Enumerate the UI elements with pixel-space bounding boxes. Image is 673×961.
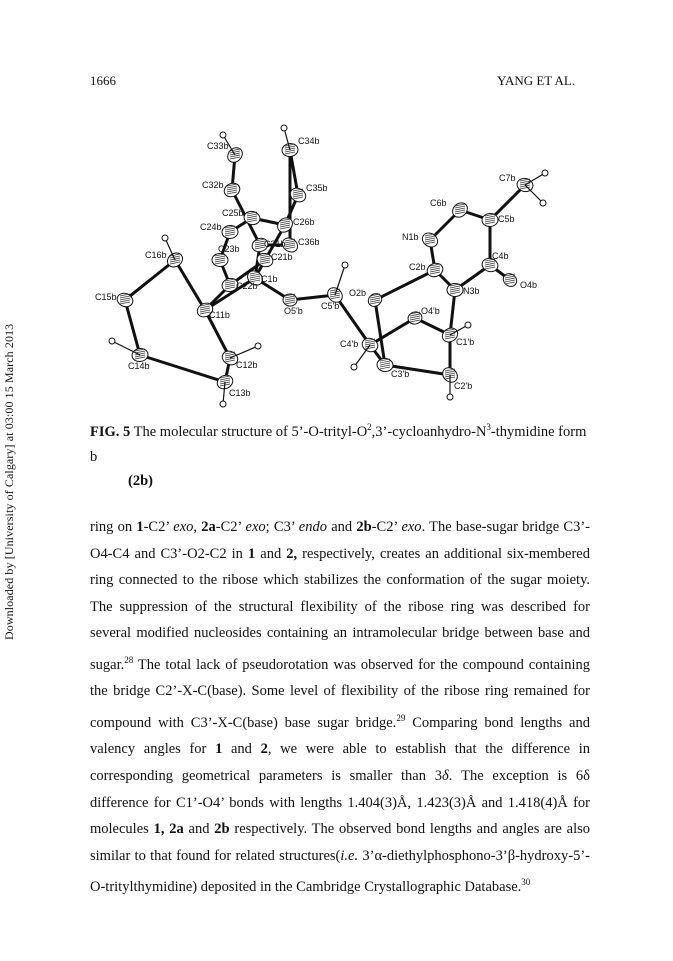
text-run: . The base-sugar bridge C3’-O4-C4 and C3’-O2-C2 in	[90, 519, 590, 562]
hydrogen-atom	[109, 338, 115, 344]
text-run: 2a	[169, 821, 184, 838]
text-run: i.e.	[340, 847, 359, 864]
text-run: and	[222, 741, 261, 758]
download-watermark: Downloaded by [University of Calgary] at 03:00 15 March 2013	[2, 323, 16, 640]
caption-text-b: ,3’-cycloanhydro-N	[371, 424, 487, 440]
hydrogen-atom	[220, 401, 226, 407]
text-run: and	[326, 519, 357, 535]
hydrogen-bond-line	[525, 185, 543, 203]
bond-line	[375, 270, 435, 300]
atom-label: C33b	[207, 141, 229, 151]
text-run: ; C3’	[265, 519, 299, 535]
hydrogen-atom	[447, 394, 453, 400]
bond-line	[140, 355, 225, 382]
atom-label: C5b	[498, 214, 515, 224]
molecular-structure-figure	[80, 100, 600, 410]
text-run: -C2’	[371, 519, 402, 535]
atom-label: C24b	[200, 222, 222, 232]
text-run: 30	[521, 877, 531, 888]
text-run: 1	[136, 519, 144, 535]
text-run: and	[255, 545, 287, 562]
atom-label: C14b	[128, 361, 150, 371]
text-run: 1	[247, 545, 256, 562]
atom-ellipsoid	[222, 225, 239, 239]
text-run: 29	[396, 712, 406, 723]
hydrogen-atom	[542, 170, 548, 176]
hydrogen-atom	[465, 322, 471, 328]
text-run: Comparing bond lengths and valency angles for	[90, 714, 590, 758]
atom-ellipsoid	[447, 283, 463, 296]
atom-ellipsoid	[212, 253, 228, 267]
text-run: , we were able to establish that the difference in corresponding geometrical parameters is smaller than 3	[90, 741, 590, 784]
atom-label: C2b	[409, 262, 426, 272]
hydrogen-atom	[540, 200, 546, 206]
text-run: 2b	[214, 821, 230, 838]
atom-ellipsoid	[222, 181, 242, 199]
text-run: 2b	[356, 519, 372, 535]
figure-caption	[90, 420, 590, 494]
atom-label: C25b	[222, 208, 244, 218]
text-run: -C2’	[143, 519, 174, 535]
atom-label: C23b	[218, 244, 240, 254]
bond-line	[175, 260, 205, 310]
atom-label: O4'b	[421, 306, 440, 316]
text-run: exo	[173, 519, 194, 535]
hydrogen-atom	[162, 235, 168, 241]
hydrogen-atom	[281, 125, 287, 131]
atom-label: C13b	[229, 388, 251, 398]
text-run: δ	[442, 768, 449, 784]
running-head: YANG ET AL.	[497, 73, 576, 88]
atom-label: C31b	[264, 239, 286, 249]
atom-label: N1b	[402, 232, 419, 242]
atom-label: C32b	[202, 180, 224, 190]
atom-label: C36b	[298, 237, 320, 247]
atom-label: C6b	[430, 198, 447, 208]
bond-line	[335, 295, 370, 345]
atom-label: C16b	[145, 250, 167, 260]
text-run: 2	[260, 741, 268, 758]
atom-label: C4'b	[340, 339, 359, 349]
text-run: 2a	[201, 519, 216, 535]
atom-label: C2'b	[454, 381, 473, 391]
atom-label: C21b	[271, 252, 293, 262]
bond-line	[125, 260, 175, 300]
text-run: 1	[215, 741, 223, 758]
atom-label: C5'b	[321, 301, 340, 311]
caption-sup-1: 2	[367, 422, 372, 433]
atom-label: N3b	[463, 286, 480, 296]
caption-sup-2: 3	[486, 422, 491, 433]
atom-label: C34b	[298, 136, 320, 146]
text-run: 28	[124, 654, 134, 665]
hydrogen-atom	[255, 343, 261, 349]
text-run: and	[183, 821, 215, 838]
atom-label: C22b	[236, 281, 258, 291]
text-run: exo	[401, 519, 422, 535]
atom-label: C15b	[95, 292, 117, 302]
paragraph-1	[90, 514, 590, 901]
text-run: endo	[298, 519, 327, 535]
figure-label: FIG. 5	[90, 424, 131, 440]
page-number: 1666	[90, 73, 116, 88]
text-run: 1,	[153, 821, 165, 838]
atom-label: C7b	[499, 173, 516, 183]
hydrogen-atom	[220, 132, 226, 138]
atom-ellipsoid	[366, 291, 384, 309]
text-run: 3’α-diethylphosphono-3’β-hydroxy-5’-O-tritylthymidine) deposited in the Cambridge Crystallographic Database.	[90, 847, 590, 896]
hydrogen-atom	[342, 262, 348, 268]
caption-compound-id: (2b)	[128, 473, 153, 490]
text-run: The total lack of pseudorotation was observed for the compound containing the bridge C2’-X-C(base). Some level of flexibility of the ribose ring remained for compound with C3’-X-C(base) base sugar bridge.	[90, 656, 590, 731]
text-run: 2,	[286, 545, 298, 562]
atom-label: C3'b	[391, 369, 410, 379]
bond-line	[370, 318, 415, 345]
atom-ellipsoid	[482, 213, 499, 227]
caption-text-c: -thymidine form b	[90, 424, 587, 465]
atom-label: O4b	[520, 280, 538, 290]
text-run: exo	[245, 519, 266, 535]
atom-label: C1b	[261, 274, 278, 284]
text-run: -C2’	[215, 519, 246, 535]
atom-label: C26b	[293, 217, 315, 227]
atom-label: C1'b	[456, 337, 475, 347]
atom-label: C35b	[306, 183, 328, 193]
atom-label: O2b	[349, 288, 367, 298]
text-run: . The exception is 6δ difference for C1’-O4’ bonds with lengths 1.404(3)Å, 1.423(3)Å and 1.418(4)Å for molecules	[90, 768, 590, 838]
atom-label: O5'b	[284, 306, 303, 316]
text-run: respectively, creates an additional six-membered ring connected to the ribose which stabilizes the conformation of the sugar moiety. The suppression of the structural flexibility of the ribose ring was described for several modified nucleosides containing an intramolecular bridge between base and sugar.	[90, 545, 590, 673]
text-run: ,	[193, 519, 202, 535]
atom-label: C12b	[236, 360, 258, 370]
hydrogen-atom	[351, 364, 357, 370]
atom-label: C11b	[209, 310, 230, 320]
atom-label: C4b	[492, 251, 509, 261]
body-paragraph	[90, 514, 590, 901]
ortep-diagram	[80, 100, 600, 410]
caption-text-a: The molecular structure of 5’-O-trityl-O	[130, 424, 368, 440]
bond-line	[125, 300, 140, 355]
text-run: respectively. The observed bond lengths and angles are also similar to that found for related structures(	[90, 821, 591, 864]
text-run: ring on	[90, 519, 137, 535]
